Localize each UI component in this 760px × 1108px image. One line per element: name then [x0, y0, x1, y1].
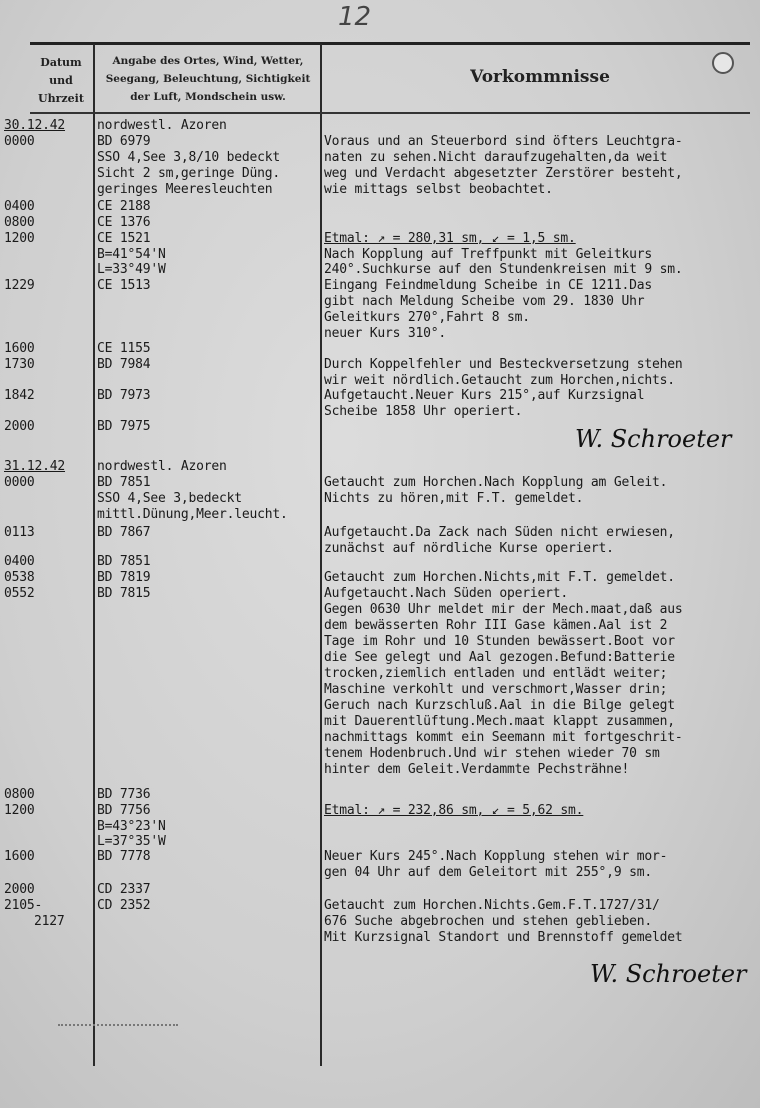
commander-signature: W. Schroeter: [575, 425, 732, 453]
position-cell: BD 7973: [97, 388, 151, 403]
time-cell: 2105-: [4, 898, 43, 913]
position-cell: BD 6979: [97, 134, 151, 149]
event-line: Neuer Kurs 245°.Nach Kopplung stehen wir mor-: [324, 849, 668, 864]
event-line: Aufgetaucht.Da Zack nach Süden nicht erwiesen,: [324, 525, 675, 540]
event-line: weg und Verdacht abgesetzter Zerstörer besteht,: [324, 166, 683, 181]
time-cell: 0113: [4, 525, 35, 540]
time-cell: 0400: [4, 199, 35, 214]
time-cell: 0000: [4, 134, 35, 149]
position-cell: BD 7778: [97, 849, 151, 864]
etmal-line: Etmal: ↗ = 280,31 sm, ↙ = 1,5 sm.: [324, 231, 576, 246]
event-line: die See gelegt und Aal gezogen.Befund:Batterie: [324, 650, 675, 665]
event-line: 240°.Suchkurse auf den Stundenkreisen mit 9 sm.: [324, 262, 683, 277]
time-cell: 1730: [4, 357, 35, 372]
event-line: Geleitkurs 270°,Fahrt 8 sm.: [324, 310, 530, 325]
event-line: Nichts zu hören,mit F.T. gemeldet.: [324, 491, 584, 506]
event-line: Nach Kopplung auf Treffpunkt mit Geleitkurs: [324, 247, 652, 262]
event-line: neuer Kurs 310°.: [324, 326, 447, 341]
position-cell: L=33°49'W: [97, 262, 166, 277]
event-line: gen 04 Uhr auf dem Geleitort mit 255°,9 sm.: [324, 865, 652, 880]
event-line: wie mittags selbst beobachtet.: [324, 182, 553, 197]
top-rule: [30, 42, 750, 45]
weather-cell: Sicht 2 sm,geringe Düng.: [97, 166, 281, 181]
event-line: mit Dauerentlüftung.Mech.maat klappt zusammen,: [324, 714, 675, 729]
event-line: tenem Hodenbruch.Und wir stehen wieder 70 sm: [324, 746, 660, 761]
position-cell: BD 7736: [97, 787, 151, 802]
event-line: 676 Suche abgebrochen und stehen geblieben.: [324, 914, 652, 929]
header-ort: Angabe des Ortes, Wind, Wetter, Seegang, Beleuchtung, Sichtigkeit der Luft, Mondschein usw.: [105, 55, 311, 103]
position-cell: L=37°35'W: [97, 834, 166, 849]
event-line: zunächst auf nördliche Kurse operiert.: [324, 541, 614, 556]
position-cell: BD 7867: [97, 525, 151, 540]
position-cell: BD 7984: [97, 357, 151, 372]
weather-cell: SSO 4,See 3,bedeckt: [97, 491, 242, 506]
event-line: Scheibe 1858 Uhr operiert.: [324, 404, 523, 419]
event-line: Aufgetaucht.Nach Süden operiert.: [324, 586, 569, 601]
etmal-line: Etmal: ↗ = 232,86 sm, ↙ = 5,62 sm.: [324, 803, 584, 818]
position-cell: CD 2352: [97, 898, 151, 913]
event-line: Tage im Rohr und 10 Stunden bewässert.Boot vor: [324, 634, 675, 649]
event-line: wir weit nördlich.Getaucht zum Horchen,nichts.: [324, 373, 675, 388]
dotted-line: [58, 1024, 178, 1026]
time-cell: 1229: [4, 278, 35, 293]
event-line: trocken,ziemlich entladen und entlädt weiter;: [324, 666, 668, 681]
position-cell: BD 7975: [97, 419, 151, 434]
event-line: Aufgetaucht.Neuer Kurs 215°,auf Kurzsignal: [324, 388, 645, 403]
position-cell: CE 2188: [97, 199, 151, 214]
event-line: Maschine verkohlt und verschmort,Wasser drin;: [324, 682, 668, 697]
event-line: Geruch nach Kurzschluß.Aal in die Bilge gelegt: [324, 698, 675, 713]
position-cell: CE 1521: [97, 231, 151, 246]
position-cell: nordwestl. Azoren: [97, 459, 227, 474]
position-cell: BD 7851: [97, 475, 151, 490]
header-datum: Datum und Uhrzeit: [38, 56, 84, 105]
time-cell: 1200: [4, 803, 35, 818]
date-cell: 31.12.42: [4, 459, 66, 474]
time-cell: 1600: [4, 341, 35, 356]
position-cell: B=43°23'N: [97, 819, 166, 834]
event-line: Gegen 0630 Uhr meldet mir der Mech.maat,daß aus: [324, 602, 683, 617]
position-cell: BD 7851: [97, 554, 151, 569]
time-cell: 0538: [4, 570, 35, 585]
time-cell: 1842: [4, 388, 35, 403]
time-cell: 0800: [4, 787, 35, 802]
event-line: Getaucht zum Horchen.Nichts,mit F.T. gemeldet.: [324, 570, 675, 585]
column-divider-1: [93, 44, 95, 1066]
punch-hole: [712, 52, 734, 74]
position-cell: nordwestl. Azoren: [97, 118, 227, 133]
position-cell: CE 1155: [97, 341, 151, 356]
time-cell: 2000: [4, 419, 35, 434]
time-cell: 0400: [4, 554, 35, 569]
event-line: dem bewässerten Rohr III Gase kämen.Aal ist 2: [324, 618, 668, 633]
time-cell: 2127: [34, 914, 65, 929]
event-line: Durch Koppelfehler und Besteckversetzung stehen: [324, 357, 683, 372]
event-line: Getaucht zum Horchen.Nichts.Gem.F.T.1727/31/: [324, 898, 660, 913]
time-cell: 2000: [4, 882, 35, 897]
position-cell: B=41°54'N: [97, 247, 166, 262]
page-number: 12: [338, 2, 372, 32]
time-cell: 1600: [4, 849, 35, 864]
date-cell: 30.12.42: [4, 118, 66, 133]
header-rule: [30, 112, 750, 114]
event-line: Getaucht zum Horchen.Nach Kopplung am Geleit.: [324, 475, 668, 490]
position-cell: BD 7815: [97, 586, 151, 601]
weather-cell: mittl.Dünung,Meer.leucht.: [97, 507, 288, 522]
time-cell: 0000: [4, 475, 35, 490]
position-cell: BD 7756: [97, 803, 151, 818]
event-line: naten zu sehen.Nicht daraufzugehalten,da weit: [324, 150, 668, 165]
weather-cell: SSO 4,See 3,8/10 bedeckt: [97, 150, 281, 165]
time-cell: 0552: [4, 586, 35, 601]
position-cell: CE 1376: [97, 215, 151, 230]
time-cell: 0800: [4, 215, 35, 230]
header-vorkommnisse: Vorkommnisse: [470, 67, 610, 87]
event-line: Eingang Feindmeldung Scheibe in CE 1211.Das: [324, 278, 652, 293]
event-line: gibt nach Meldung Scheibe vom 29. 1830 Uhr: [324, 294, 645, 309]
time-cell: 1200: [4, 231, 35, 246]
weather-cell: geringes Meeresleuchten: [97, 182, 273, 197]
column-divider-2: [320, 44, 322, 1066]
event-line: hinter dem Geleit.Verdammte Pechsträhne!: [324, 762, 630, 777]
event-line: nachmittags kommt ein Seemann mit fortgeschrit-: [324, 730, 683, 745]
position-cell: BD 7819: [97, 570, 151, 585]
position-cell: CD 2337: [97, 882, 151, 897]
commander-signature: W. Schroeter: [590, 960, 747, 988]
position-cell: CE 1513: [97, 278, 151, 293]
event-line: Mit Kurzsignal Standort und Brennstoff gemeldet: [324, 930, 683, 945]
event-line: Voraus und an Steuerbord sind öfters Leuchtgra-: [324, 134, 683, 149]
